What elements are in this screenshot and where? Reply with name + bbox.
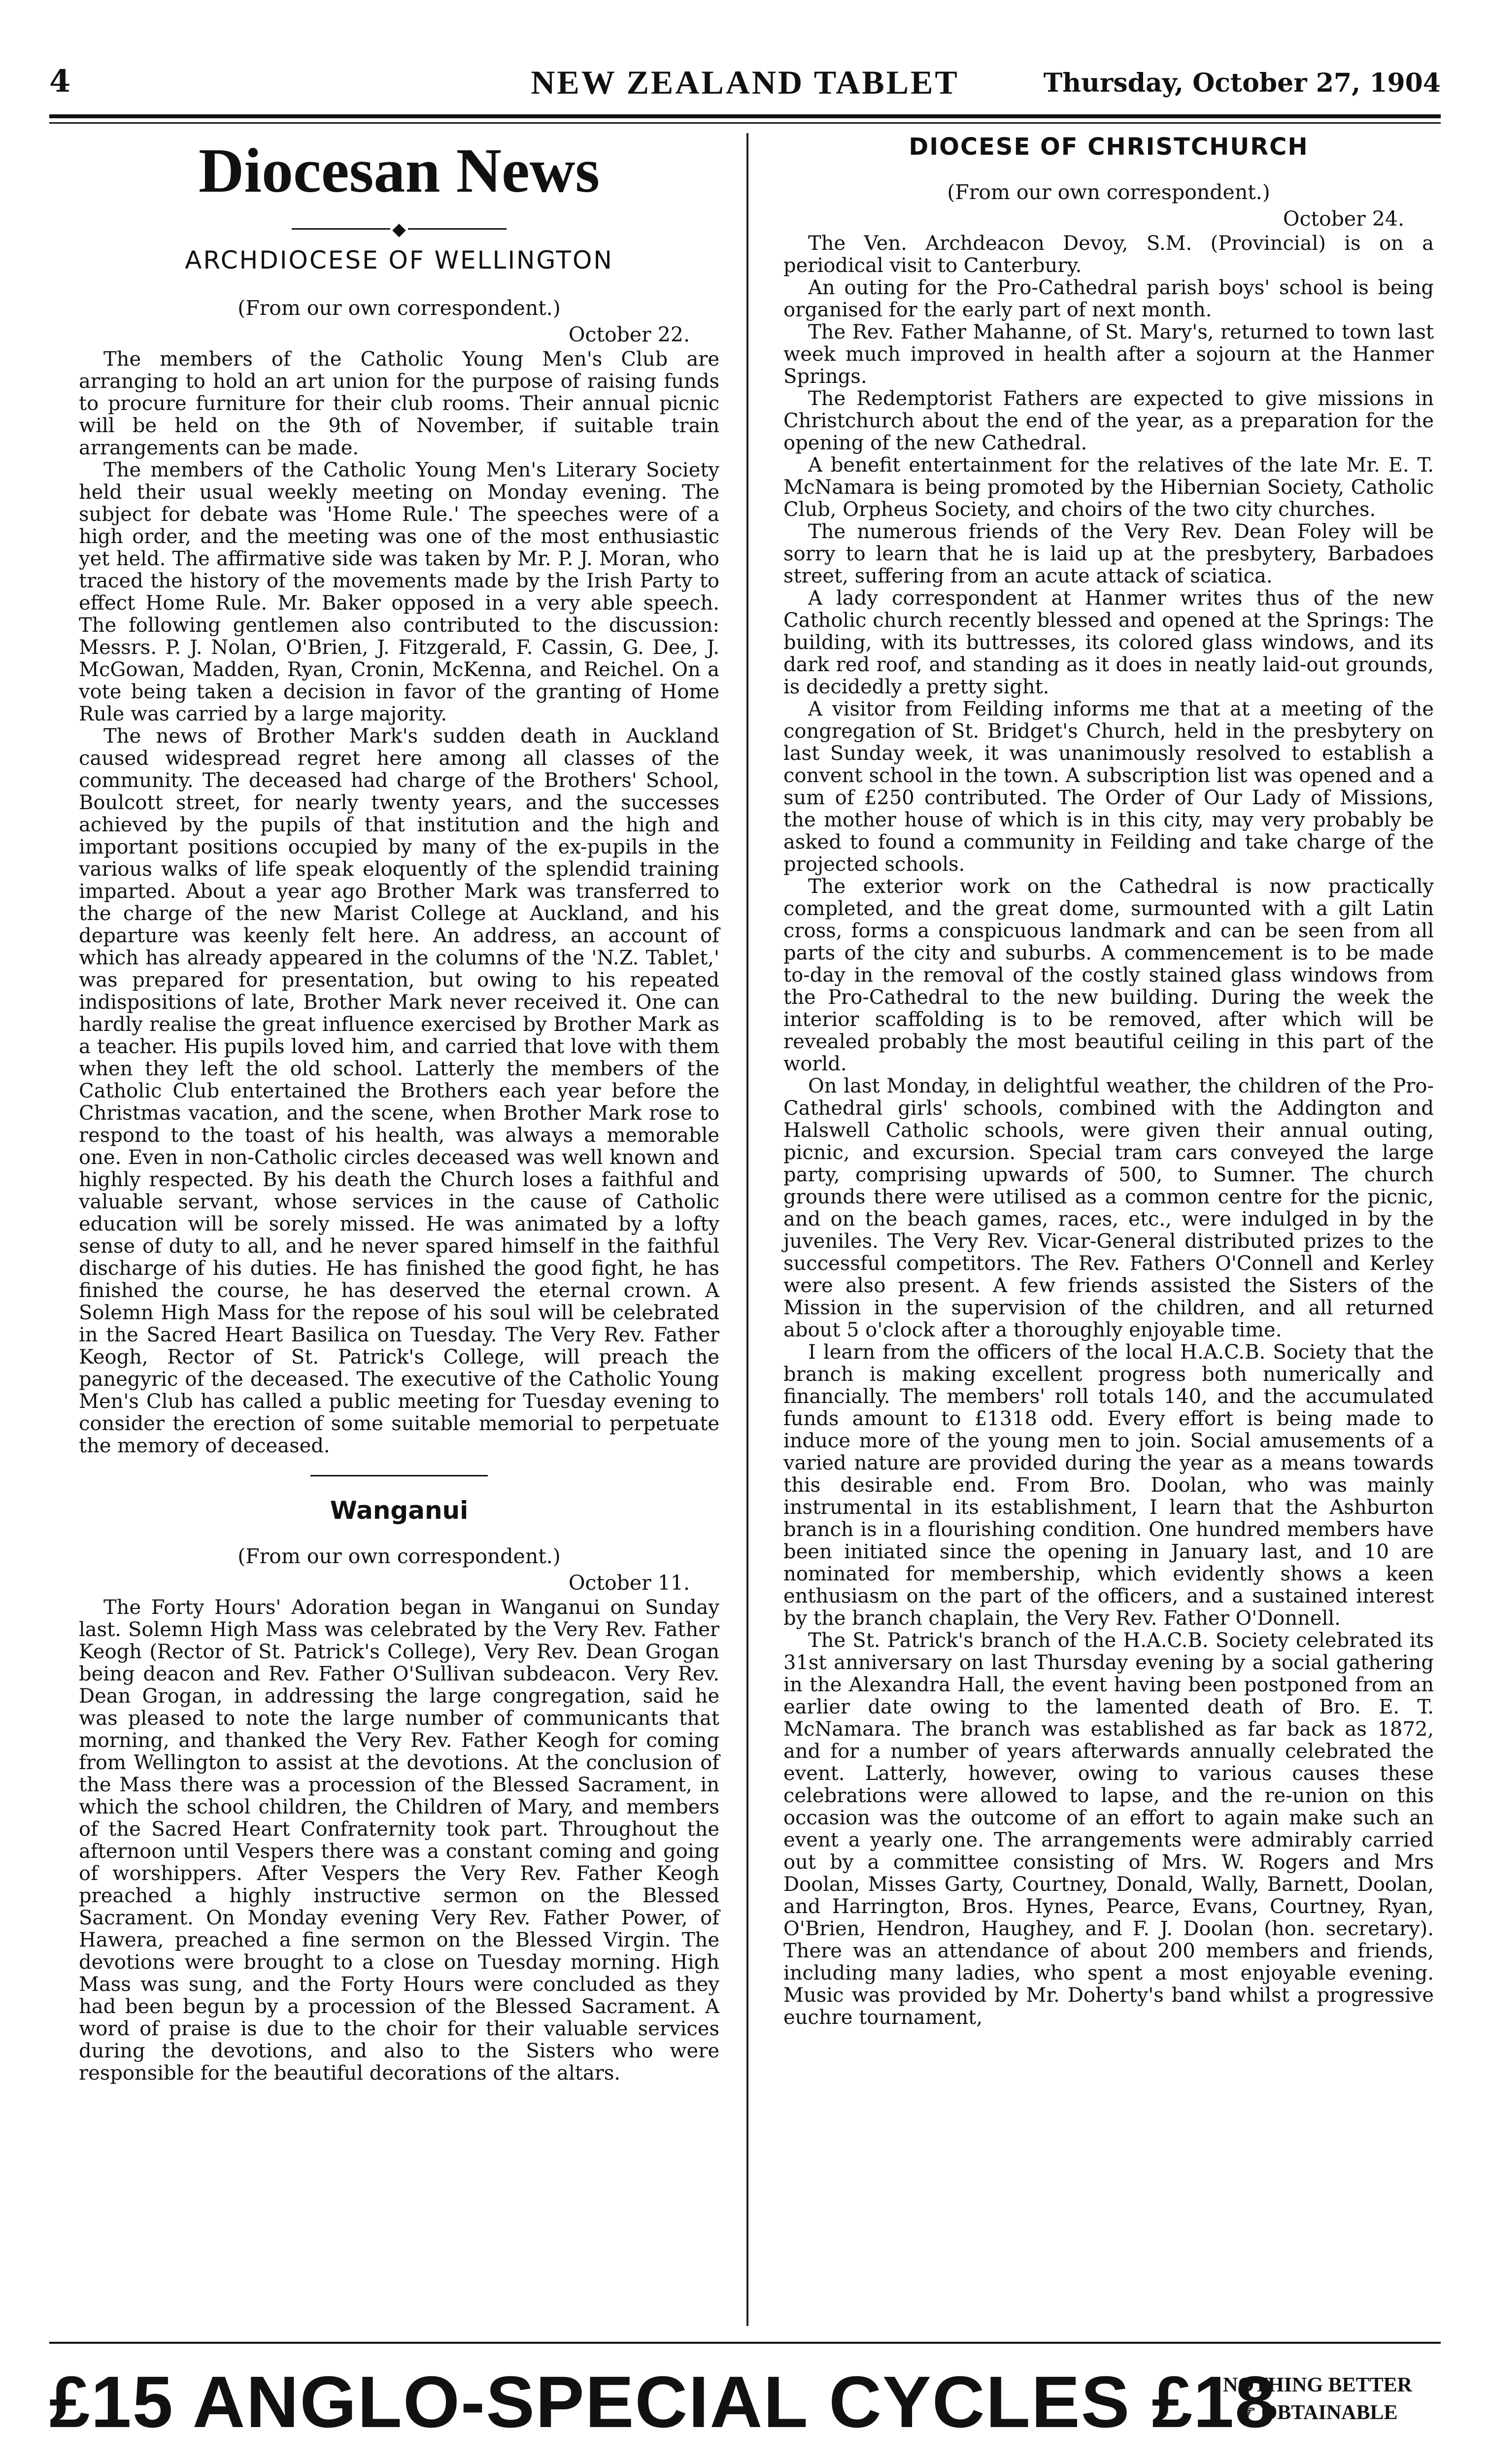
advertisement-tagline bbox=[1194, 2371, 1441, 2427]
paragraph: The news of Brother Mark's sudden death in Auckland caused widespread regret here among all classes of the community. The deceased had charge of the Brothers' School, Boulcott street, for nearly twenty years, and the successes achieved by the pupils of that institution and the high and important positions occupied by many of the ex-pupils in the various walks of life speak eloquently of the splendid training imparted. About a year ago Brother Mark was transferred to the charge of the new Marist College at Auckland, and his departure was keenly felt here. An address, an account of which has already appeared in the columns of the 'N.Z. Tablet,' was prepared for presentation, but owing to his repeated indispositions of late, Brother Mark never received it. One can hardly realise the great influence exercised by Brother Mark as a teacher. His pupils loved him, and carried that love with them when they left the old school. Latterly the members of the Catholic Club entertained the Brothers each year before the Christmas vacation, and the scene, when Brother Mark rose to respond to the toast of his health, was always a memorable one. Even in non-Catholic circles deceased was well known and highly respected. By his death the Church loses a faithful and valuable servant, whose services in the cause of Catholic education will be sorely missed. He was animated by a lofty sense of duty to all, and he never spared himself in the faithful discharge of his duties. He has finished the good fight, he has finished the course, he has deserved the eternal crown. A Solemn High Mass for the repose of his soul will be celebrated in the Sacred Heart Basilica on Tuesday. The Very Rev. Father Keogh, Rector of St. Patrick's College, will preach the panegyric of the deceased. The executive of the Catholic Young Men's Club has called a public meeting for Tuesday evening to consider the erection of some suitable memorial to perpetuate the memory of deceased. bbox=[79, 724, 719, 1457]
section-heading-wanganui: Wanganui bbox=[330, 1496, 469, 1525]
paragraph: An outing for the Pro-Cathedral parish boys' school is being organised for the early part of next month. bbox=[783, 276, 1434, 321]
paragraph: The St. Patrick's branch of the H.A.C.B. Society celebrated its 31st anniversary on last Thursday evening by a social gathering in the Alexandra Hall, the event having been postponed from an earlier date owing to the lamented death of Bro. E. T. McNamara. The branch was established as far back as 1872, and for a number of years afterwards annually celebrated the event. Latterly, however, owing to various causes these celebrations were allowed to lapse, and the re-union on this occasion was the outcome of an effort to again make such an event a yearly one. The arrangements were admirably carried out by a committee consisting of Mrs. W. Rogers and Mrs Doolan, Misses Garty, Courtney, Donald, Wally, Barnett, Doolan, and Harrington, Bros. Hynes, Pearce, Evans, Courtney, Ryan, O'Brien, Hendron, Haughey, and F. J. Doolan (hon. secretary). There was an attendance of about 200 members and friends, including many ladies, who spent a most enjoyable evening. Music was provided by Mr. Doherty's band whilst a progressive euchre tournament, bbox=[783, 1629, 1434, 2029]
paragraph: I learn from the officers of the local H.A.C.B. Society that the branch is making excellent progress both numerically and financially. The members' roll totals 140, and the accumulated funds amount to £1318 odd. Every effort is being made to induce more of the young men to join. Social amusements of a varied nature are provided during the year as a means towards this desirable end. From Bro. Doolan, who was mainly instrumental in its establishment, I learn that the Ashburton branch is in a flourishing condition. One hundred members have been initiated since the opening in January last, and 10 are nominated for membership, which evidently shows a keen enthusiasm on the part of the officers, and a sustained interest by the branch chaplain, the Very Rev. Father O'Donnell. bbox=[783, 1341, 1434, 1630]
dateline: October 11. bbox=[568, 1571, 690, 1595]
left-column bbox=[79, 133, 719, 2085]
dateline: October 24. bbox=[1283, 207, 1404, 231]
paragraph: A visitor from Feilding informs me that at a meeting of the congregation of St. Bridget's Church, held in the presbytery on last Sunday week, it was unanimously resolved to establish a convent school in the town. A subscription list was opened and a sum of £250 contributed. The Order of Our Lady of Missions, the mother house of which is in this city, may very probably be asked to found a community in Feilding and take charge of the projected schools. bbox=[783, 698, 1434, 876]
masthead bbox=[49, 59, 1441, 113]
section-rule bbox=[310, 1475, 488, 1476]
paragraph: The members of the Catholic Young Men's Club are arranging to hold an art union for the purpose of raising funds to procure furniture for their club rooms. Their annual picnic will be held on the 9th of November, if suitable train arrangements can be made. bbox=[79, 347, 719, 459]
cycles-advertisement bbox=[49, 2361, 1441, 2459]
issue-date: Thursday, October 27, 1904 bbox=[1043, 68, 1441, 98]
ornamental-divider: ◆ bbox=[79, 218, 719, 239]
section-heading-diocesan-news: Diocesan News bbox=[198, 136, 600, 205]
paragraph: The numerous friends of the Very Rev. Dean Foley will be sorry to learn that he is laid up at the presbytery, Barbadoes street, suffering from an acute attack of sciatica. bbox=[783, 520, 1434, 587]
paragraph: The members of the Catholic Young Men's Literary Society held their usual weekly meeting on Monday evening. The subject for debate was 'Home Rule.' The speeches were of a high order, and the meeting was one of the most enthusiastic yet held. The affirmative side was taken by Mr. P. J. Moran, who traced the history of the movements made by the Irish Party to effect Home Rule. Mr. Baker opposed in a very able speech. The following gentlemen also contributed to the discussion: Messrs. P. J. Nolan, O'Brien, J. Fitzgerald, F. Cassin, G. Dee, J. McGowan, Madden, Ryan, Cronin, McKenna, and Reichel. On a vote being taken a decision in favor of the granting of Home Rule was carried by a large majority. bbox=[79, 458, 719, 725]
right-column bbox=[783, 133, 1434, 2029]
byline: (From our own correspondent.) bbox=[237, 296, 561, 320]
masthead-rule-thick bbox=[49, 114, 1441, 118]
column-divider bbox=[746, 133, 748, 2326]
paragraph: The exterior work on the Cathedral is now practically completed, and the great dome, surmounted with a gilt Latin cross, forms a conspicuous landmark and can be seen from all parts of the city and suburbs. A commencement is to be made to-day in the removal of the costly stained glass windows from the Pro-Cathedral to the new building. During the week the interior scaffolding is to be removed, after which will be revealed probably the most beautiful ceiling in this part of the world. bbox=[783, 875, 1434, 1075]
paragraph: The Forty Hours' Adoration began in Wanganui on Sunday last. Solemn High Mass was celebrated by the Very Rev. Father Keogh (Rector of St. Patrick's College), Very Rev. Dean Grogan being deacon and Rev. Father O'Sullivan subdeacon. Very Rev. Dean Grogan, in addressing the large congregation, said he was pleased to note the large number of communicants that morning, and thanked the Very Rev. Father Keogh for coming from Wellington to assist at the devotions. At the conclusion of the Mass there was a procession of the Blessed Sacrament, in which the school children, the Children of Mary, and members of the Sacred Heart Confraternity took part. Throughout the afternoon until Vespers there was a constant coming and going of worshippers. After Vespers the Very Rev. Father Keogh preached a highly instructive sermon on the Blessed Sacrament. On Monday evening Very Rev. Father Power, of Hawera, preached a fine sermon on the Blessed Virgin. The devotions were brought to a close on Tuesday morning. High Mass was sung, and the Forty Hours were concluded as they had been begun by a procession of the Blessed Sacrament. A word of praise is due to the choir for their valuable services during the devotions, and also to the Sisters who were responsible for the beautiful decorations of the altars. bbox=[79, 1596, 719, 2085]
article-body-wanganui bbox=[79, 1597, 719, 2085]
page-number: 4 bbox=[49, 63, 71, 99]
newspaper-title: NEW ZEALAND TABLET bbox=[531, 64, 959, 101]
dateline: October 22. bbox=[568, 322, 690, 346]
byline: (From our own correspondent.) bbox=[237, 1544, 561, 1568]
paragraph: A benefit entertainment for the relatives of the late Mr. E. T. McNamara is being promoted by the Hibernian Society, Catholic Club, Orpheus Society, and choirs of the two city churches. bbox=[783, 454, 1434, 521]
paragraph: The Redemptorist Fathers are expected to give missions in Christchurch about the end of the year, as a preparation for the opening of the new Cathedral. bbox=[783, 387, 1434, 454]
archdiocese-heading: ARCHDIOCESE OF WELLINGTON bbox=[185, 245, 613, 274]
byline: (From our own correspondent.) bbox=[947, 180, 1270, 204]
paragraph: The Ven. Archdeacon Devoy, S.M. (Provincial) is on a periodical visit to Canterbury. bbox=[783, 232, 1434, 277]
article-body-christchurch bbox=[783, 233, 1434, 2029]
paragraph: The Rev. Father Mahanne, of St. Mary's, returned to town last week much improved in health after a sojourn at the Hanmer Springs. bbox=[783, 321, 1434, 388]
tagline-line-2: ☞ OBTAINABLE bbox=[1237, 2401, 1398, 2424]
advertisement-headline: £15 ANGLO-SPECIAL CYCLES £18 bbox=[49, 2361, 1277, 2443]
paragraph: A lady correspondent at Hanmer writes thus of the new Catholic church recently blessed and opened at the Springs: The building, with its buttresses, its colored glass windows, and its dark red roof, and standing as it does in neatly laid-out grounds, is decidedly a pretty sight. bbox=[783, 587, 1434, 698]
paragraph: On last Monday, in delightful weather, the children of the Pro-Cathedral girls' schools, combined with the Addington and Halswell Catholic schools, were given their annual outing, picnic, and excursion. Special tram cars conveyed the large party, comprising upwards of 500, to Sumner. The church grounds there were utilised as a common centre for the picnic, and on the beach games, races, etc., were indulged in by the juveniles. The Very Rev. Vicar-General distributed prizes to the successful competitors. The Rev. Fathers O'Connell and Kerley were also present. A few friends assisted the Sisters of the Mission in the supervision of the children, and all returned about 5 o'clock after a thoroughly enjoyable time. bbox=[783, 1075, 1434, 1341]
masthead-rule-thin bbox=[49, 122, 1441, 124]
footer-rule bbox=[49, 2342, 1441, 2344]
tagline-line-1: NOTHING BETTER bbox=[1223, 2374, 1412, 2396]
article-body-wellington bbox=[79, 348, 719, 1457]
diocese-heading: DIOCESE OF CHRISTCHURCH bbox=[909, 133, 1309, 161]
